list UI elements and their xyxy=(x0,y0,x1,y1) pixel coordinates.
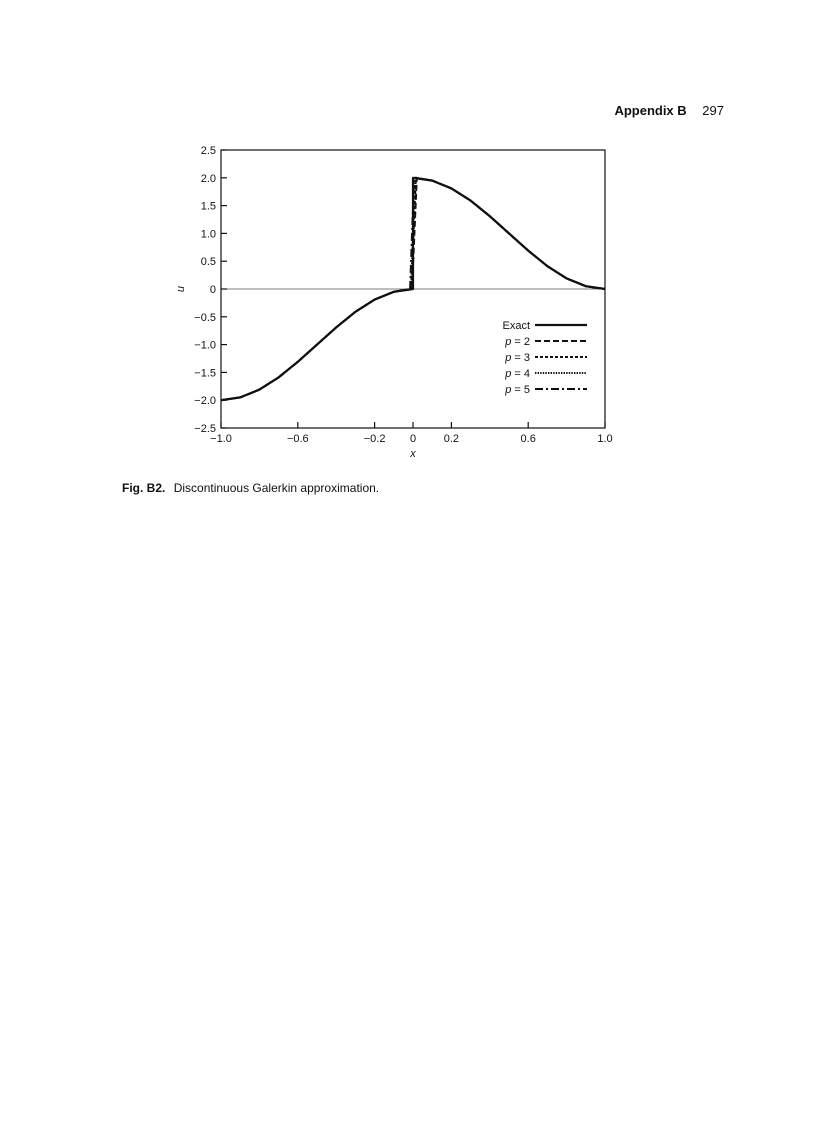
x-tick-label: 0.6 xyxy=(520,433,536,445)
legend-label xyxy=(504,384,530,396)
y-tick-label: 1.5 xyxy=(200,200,216,213)
x-tick-label: −0.6 xyxy=(286,433,309,445)
y-tick-label: 2.5 xyxy=(200,145,216,157)
page-number: 297 xyxy=(702,103,724,118)
x-tick-label: 0.2 xyxy=(443,433,460,445)
legend-label-symbol: p xyxy=(505,384,512,396)
legend-label xyxy=(504,352,530,364)
caption-text: Discontinuous Galerkin approximation. xyxy=(173,481,380,495)
legend-label-text: = 4 xyxy=(511,368,530,380)
y-tick-label: 0 xyxy=(209,284,216,296)
legend-label-text: = 3 xyxy=(511,352,530,364)
legend xyxy=(502,320,587,396)
x-tick-label: 1.0 xyxy=(597,433,613,445)
legend-label-symbol: p xyxy=(505,368,512,380)
y-tick-label: −2.0 xyxy=(194,395,216,408)
y-tick-label: 1.0 xyxy=(200,228,216,241)
y-tick-label: 2.0 xyxy=(200,172,216,185)
y-tick-label: −1.5 xyxy=(194,367,216,380)
x-tick-label: −0.2 xyxy=(363,433,386,445)
y-tick-label: −2.5 xyxy=(194,423,216,435)
legend-label-text: = 5 xyxy=(511,384,530,396)
legend-label-symbol: p xyxy=(505,352,512,364)
x-tick-label: 0 xyxy=(409,433,417,445)
legend-label-text: Exact xyxy=(502,320,530,332)
figure-b2 xyxy=(170,140,640,470)
y-tick-label: −1.0 xyxy=(194,339,216,352)
x-tick-label: −1.0 xyxy=(210,433,232,445)
y-tick-label: −0.5 xyxy=(194,311,216,324)
legend-label xyxy=(504,368,530,380)
legend-label-symbol: p xyxy=(505,336,512,348)
legend-label-text: = 2 xyxy=(511,336,530,348)
legend-label xyxy=(502,320,530,332)
y-tick-label: 0.5 xyxy=(200,256,216,269)
figure-caption xyxy=(122,481,379,495)
y-axis-label: u xyxy=(175,285,187,293)
legend-label xyxy=(504,336,530,348)
figure-label: Fig. B2. xyxy=(122,481,166,495)
running-head xyxy=(614,103,724,118)
line-chart xyxy=(170,140,640,470)
section-title: Appendix B xyxy=(614,103,687,118)
x-axis-label: x xyxy=(410,448,416,460)
